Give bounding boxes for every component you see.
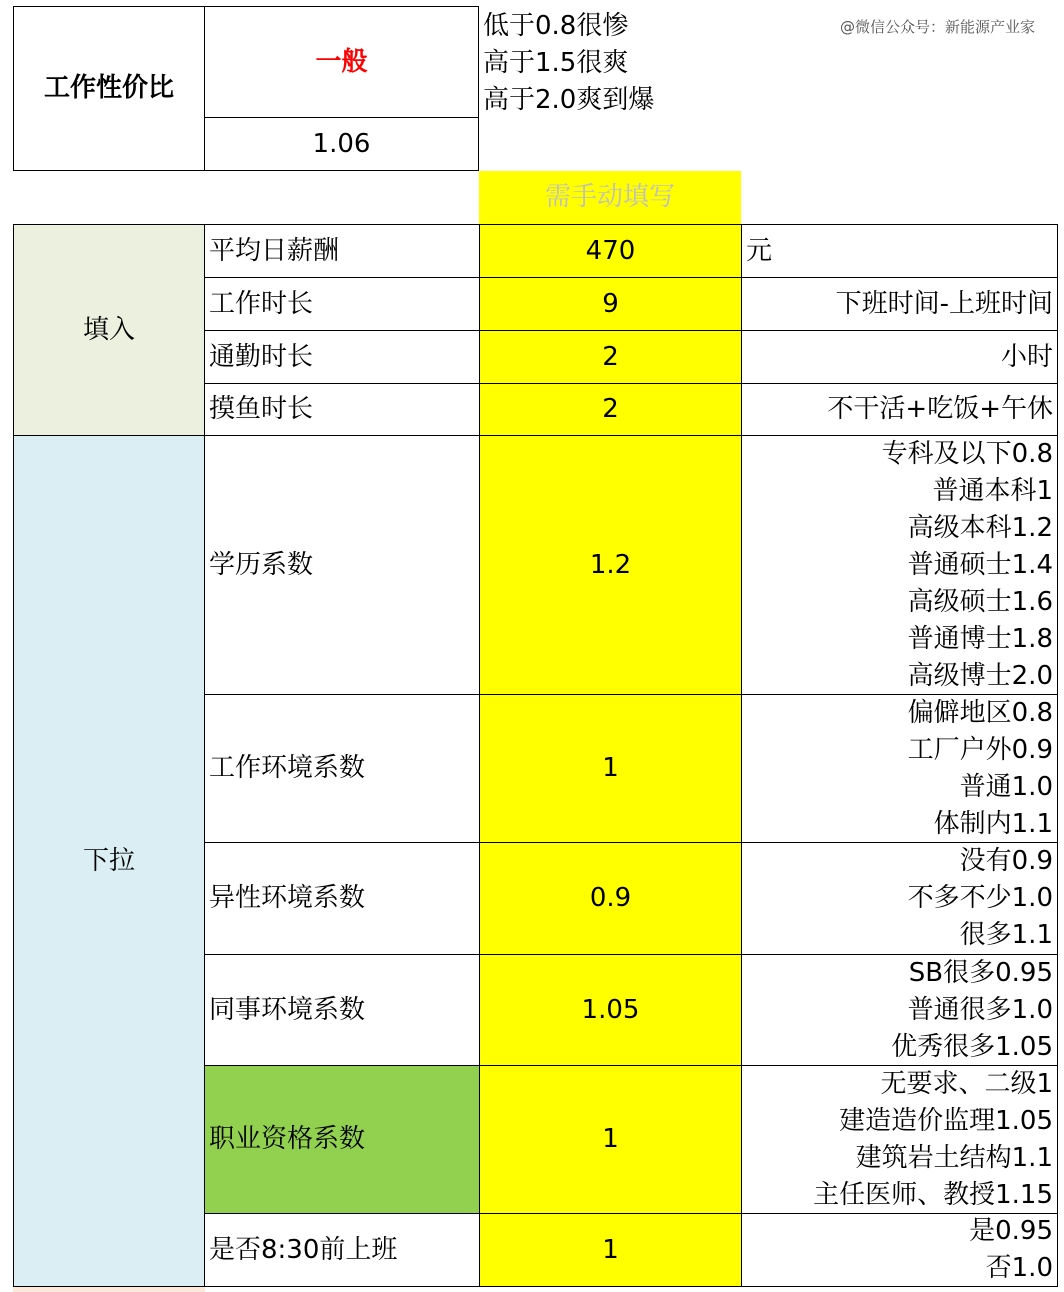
row-option: 建筑岩土结构1.1 bbox=[855, 1142, 1053, 1173]
row-label: 是否8:30前上班 bbox=[209, 1234, 398, 1265]
row-value-cell[interactable] bbox=[479, 1065, 742, 1214]
row-value: 1.05 bbox=[581, 994, 640, 1025]
row-options-cell[interactable] bbox=[741, 1213, 1058, 1287]
row-value-cell[interactable] bbox=[479, 330, 742, 384]
summary-notes bbox=[483, 8, 654, 119]
row-label: 异性环境系数 bbox=[209, 883, 366, 913]
row-option: 元 bbox=[746, 235, 773, 266]
row-option: 工厂户外0.9 bbox=[907, 734, 1053, 765]
row-value: 9 bbox=[602, 288, 619, 319]
row-options-cell[interactable] bbox=[741, 435, 1058, 695]
row-options-cell[interactable] bbox=[741, 224, 1058, 278]
summary-note: 高于2.0爽到爆 bbox=[483, 85, 655, 115]
row-label: 工作环境系数 bbox=[209, 753, 366, 783]
next-row-sliver bbox=[13, 1287, 205, 1292]
row-option: 是0.95 bbox=[969, 1216, 1053, 1246]
row-option: 普通本科1 bbox=[932, 475, 1053, 506]
row-value: 0.9 bbox=[589, 883, 632, 913]
row-option: 普通博士1.8 bbox=[907, 623, 1053, 654]
row-option: 普通很多1.0 bbox=[907, 994, 1053, 1025]
row-value-cell[interactable] bbox=[479, 694, 742, 843]
row-label-cell[interactable] bbox=[204, 954, 480, 1066]
row-option: 主任医师、教授1.15 bbox=[813, 1179, 1053, 1210]
row-options-cell[interactable] bbox=[741, 694, 1058, 843]
manual-fill-header[interactable] bbox=[479, 171, 741, 224]
row-value-cell[interactable] bbox=[479, 383, 742, 436]
row-option: 很多1.1 bbox=[959, 920, 1053, 950]
row-value-cell[interactable] bbox=[479, 224, 742, 278]
row-label-cell[interactable] bbox=[204, 224, 480, 278]
row-label: 工作时长 bbox=[209, 288, 314, 319]
row-options-cell[interactable] bbox=[741, 1065, 1058, 1214]
row-option: 优秀很多1.05 bbox=[891, 1031, 1053, 1062]
row-option: 无要求、二级1 bbox=[880, 1068, 1053, 1099]
row-option: 高级博士2.0 bbox=[907, 660, 1053, 691]
row-option: 普通硕士1.4 bbox=[907, 549, 1053, 580]
row-value: 1 bbox=[602, 753, 619, 783]
row-value: 470 bbox=[585, 235, 636, 266]
row-option: 专科及以下0.8 bbox=[881, 438, 1053, 469]
summary-label-cell[interactable] bbox=[13, 6, 205, 171]
row-label-cell[interactable] bbox=[204, 383, 480, 436]
row-options-cell[interactable] bbox=[741, 954, 1058, 1066]
row-option: 偏僻地区0.8 bbox=[907, 697, 1053, 728]
row-option: 没有0.9 bbox=[959, 846, 1053, 876]
row-options-cell[interactable] bbox=[741, 842, 1058, 955]
row-option: SB很多0.95 bbox=[908, 957, 1053, 988]
summary-value-cell[interactable] bbox=[204, 117, 479, 171]
summary-label: 工作性价比 bbox=[43, 73, 174, 103]
row-label: 同事环境系数 bbox=[209, 994, 366, 1025]
row-label-cell[interactable] bbox=[204, 330, 480, 384]
group-dropdown-label: 下拉 bbox=[82, 845, 135, 876]
watermark: @微信公众号：新能源产业家 bbox=[840, 18, 1036, 36]
row-value-cell[interactable] bbox=[479, 435, 742, 695]
row-value: 1 bbox=[602, 1124, 619, 1154]
row-label: 职业资格系数 bbox=[209, 1124, 366, 1154]
row-label-cell[interactable] bbox=[204, 1065, 480, 1214]
summary-rating-cell[interactable] bbox=[204, 6, 479, 118]
row-label: 摸鱼时长 bbox=[209, 394, 314, 424]
row-label-cell[interactable] bbox=[204, 694, 480, 843]
row-option: 高级硕士1.6 bbox=[907, 586, 1053, 617]
row-label: 平均日薪酬 bbox=[209, 235, 340, 266]
row-label: 通勤时长 bbox=[209, 341, 314, 372]
row-option: 建造造价监理1.05 bbox=[839, 1105, 1053, 1136]
manual-fill-header-text: 需手动填写 bbox=[544, 182, 675, 212]
row-label-cell[interactable] bbox=[204, 842, 480, 955]
row-value-cell[interactable] bbox=[479, 277, 742, 331]
row-value: 1.2 bbox=[589, 549, 632, 580]
row-value-cell[interactable] bbox=[479, 954, 742, 1066]
row-value: 2 bbox=[602, 394, 619, 424]
group-fill-in-label: 填入 bbox=[82, 314, 135, 345]
row-option: 否1.0 bbox=[985, 1253, 1053, 1283]
row-options-cell[interactable] bbox=[741, 330, 1058, 384]
row-option: 不干活+吃饭+午休 bbox=[827, 394, 1053, 424]
row-option: 体制内1.1 bbox=[933, 808, 1053, 839]
row-label-cell[interactable] bbox=[204, 1213, 480, 1287]
row-option: 小时 bbox=[1000, 341, 1053, 372]
row-value-cell[interactable] bbox=[479, 842, 742, 955]
row-option: 下班时间-上班时间 bbox=[835, 288, 1053, 319]
summary-note: 低于0.8很惨 bbox=[483, 11, 629, 41]
row-value: 1 bbox=[602, 1234, 619, 1265]
row-options-cell[interactable] bbox=[741, 383, 1058, 436]
row-label-cell[interactable] bbox=[204, 277, 480, 331]
row-value: 2 bbox=[602, 341, 619, 372]
row-option: 普通1.0 bbox=[959, 771, 1053, 802]
row-option: 高级本科1.2 bbox=[907, 512, 1053, 543]
summary-note: 高于1.5很爽 bbox=[483, 48, 629, 78]
summary-rating: 一般 bbox=[315, 46, 368, 77]
row-label-cell[interactable] bbox=[204, 435, 480, 695]
group-fill-in[interactable] bbox=[13, 224, 205, 436]
group-dropdown[interactable] bbox=[13, 435, 205, 1287]
summary-value: 1.06 bbox=[312, 128, 371, 159]
row-label: 学历系数 bbox=[209, 549, 314, 580]
row-value-cell[interactable] bbox=[479, 1213, 742, 1287]
row-options-cell[interactable] bbox=[741, 277, 1058, 331]
row-option: 不多不少1.0 bbox=[907, 883, 1053, 913]
